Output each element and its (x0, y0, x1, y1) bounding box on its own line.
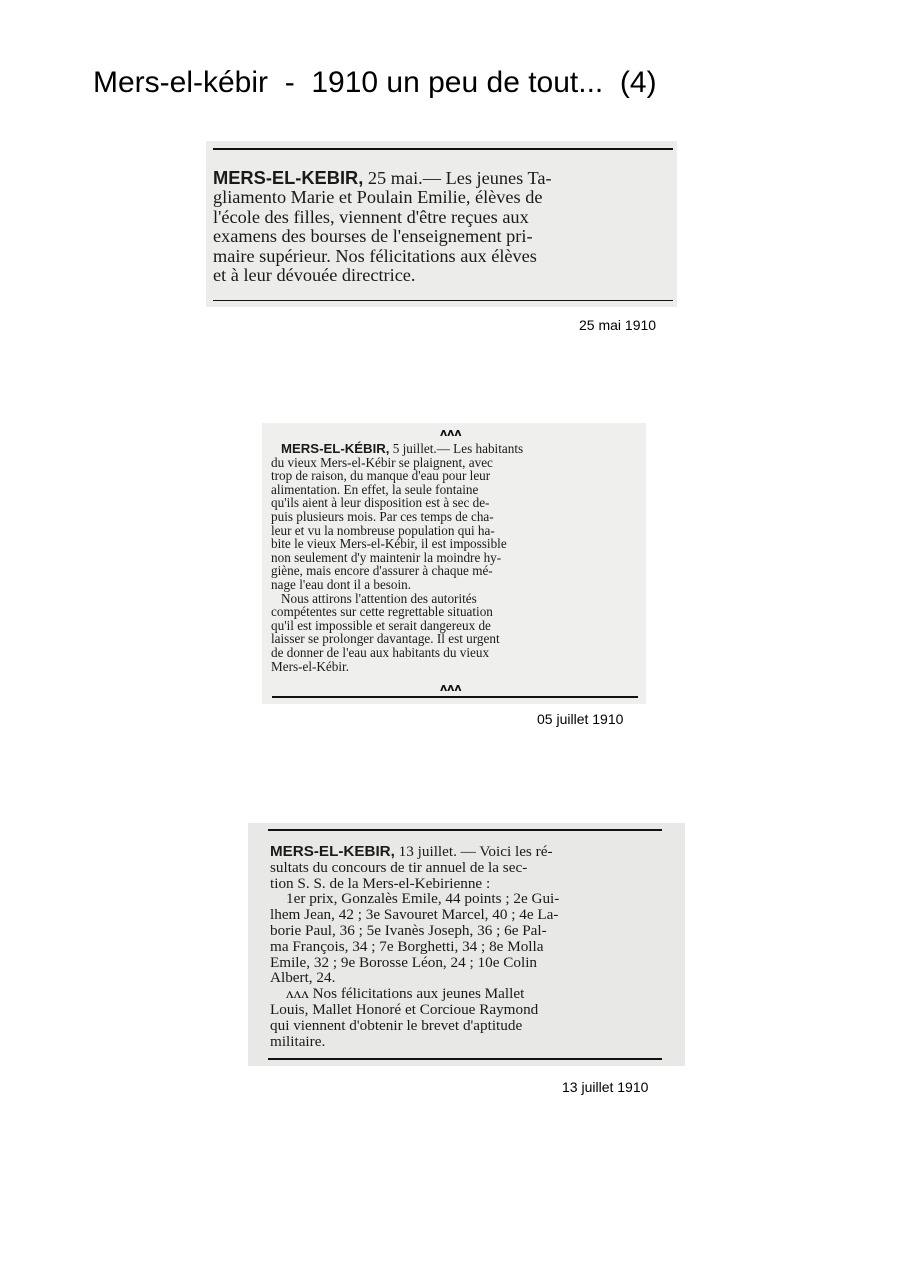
ornament-icon: ᴧᴧᴧ (440, 681, 462, 694)
clipping-line: et à leur dévouée directrice. (213, 265, 416, 286)
clipping-line: alimentation. En effet, la seule fontaine (271, 481, 479, 497)
clipping-line: borie Paul, 36 ; 5e Ivanès Joseph, 36 ; 6e Pal- (270, 921, 547, 939)
clipping-top-rule (213, 148, 673, 150)
clipping-bottom-rule (268, 1058, 662, 1060)
clipping-text (270, 844, 559, 1049)
ornament-icon: ᴧᴧᴧ (440, 426, 462, 439)
clipping-bottom-rule (272, 696, 638, 698)
newspaper-clipping-july-5 (262, 423, 646, 704)
clipping-lead: MERS-EL-KEBIR, (213, 167, 364, 188)
clipping-line: MERS-EL-KEBIR, 13 juillet. — Voici les ré- (270, 843, 553, 860)
clipping-line: gliamento Marie et Poulain Emilie, élèves de (213, 187, 543, 208)
clipping-line: ᴧᴧᴧ Nos félicitations aux jeunes Mallet (286, 985, 525, 1003)
clipping-line: giène, mais encore d'assurer à chaque mé- (271, 563, 493, 579)
clipping-line: qu'ils aient à leur disposition est à sec de- (271, 495, 490, 511)
clipping-line: examens des bourses de l'enseignement pri- (213, 226, 533, 247)
clipping-line: Albert, 24. (270, 969, 336, 987)
clipping-line: Emile, 32 ; 9e Borosse Léon, 24 ; 10e Colin (270, 953, 538, 971)
clipping-line: leur et vu la nombreuse population qui ha- (271, 522, 495, 538)
clipping-line: maire supérieur. Nos félicitations aux élèves (213, 245, 537, 266)
newspaper-clipping-may (206, 141, 677, 307)
clipping-line: Mers-el-Kébir. (271, 658, 349, 674)
clipping-date-caption: 05 juillet 1910 (537, 711, 624, 727)
clipping-line: laisser se prolonger davantage. Il est urgent (271, 631, 500, 647)
clipping-line: lhem Jean, 42 ; 3e Savouret Marcel, 40 ; 4e La- (270, 906, 559, 924)
clipping-line: l'école des filles, viennent d'être reçues aux (213, 206, 529, 227)
clipping-line: de donner de l'eau aux habitants du vieux (271, 644, 490, 660)
clipping-line: ma François, 34 ; 7e Borghetti, 34 ; 8e Molla (270, 937, 544, 955)
clipping-lead: MERS-EL-KEBIR, (270, 843, 395, 860)
clipping-line: trop de raison, du manque d'eau pour leur (271, 468, 491, 484)
page-title: Mers-el-kébir - 1910 un peu de tout... (4) (93, 66, 657, 99)
clipping-line: qui viennent d'obtenir le brevet d'aptitude (270, 1016, 523, 1034)
clipping-line: qu'il est impossible et serait dangereux de (271, 617, 491, 633)
clipping-date-caption: 25 mai 1910 (579, 317, 657, 333)
clipping-line: tion S. S. de la Mers-el-Kebirienne : (270, 874, 491, 892)
clipping-line: Louis, Mallet Honoré et Corcioue Raymond (270, 1000, 539, 1018)
clipping-line: nage l'eau dont il a besoin. (271, 576, 412, 592)
clipping-line: sultats du concours de tir annuel de la sec- (270, 858, 528, 876)
clipping-line: 1er prix, Gonzalès Emile, 44 points ; 2e Gui- (286, 890, 560, 908)
newspaper-clipping-july-13 (248, 823, 685, 1066)
clipping-text (271, 442, 523, 673)
clipping-line: MERS-EL-KEBIR, 25 mai.— Les jeunes Ta- (213, 167, 552, 188)
clipping-line: puis plusieurs mois. Par ces temps de cha- (271, 508, 494, 524)
clipping-text (213, 168, 552, 285)
clipping-line: militaire. (270, 1032, 326, 1050)
clipping-date-caption: 13 juillet 1910 (562, 1079, 649, 1095)
clipping-line: Nous attirons l'attention des autorités (281, 590, 477, 606)
clipping-top-rule (268, 829, 662, 831)
clipping-line: MERS-EL-KÉBIR, 5 juillet.— Les habitants (281, 441, 524, 456)
clipping-line: bite le vieux Mers-el-Kébir, il est impossible (271, 536, 507, 552)
clipping-line: non seulement d'y maintenir la moindre hy- (271, 549, 502, 565)
clipping-bottom-rule (213, 300, 673, 301)
clipping-line: compétentes sur cette regrettable situation (271, 604, 493, 620)
clipping-lead: MERS-EL-KÉBIR, (281, 441, 390, 456)
clipping-line: du vieux Mers-el-Kébir se plaignent, avec (271, 454, 493, 470)
